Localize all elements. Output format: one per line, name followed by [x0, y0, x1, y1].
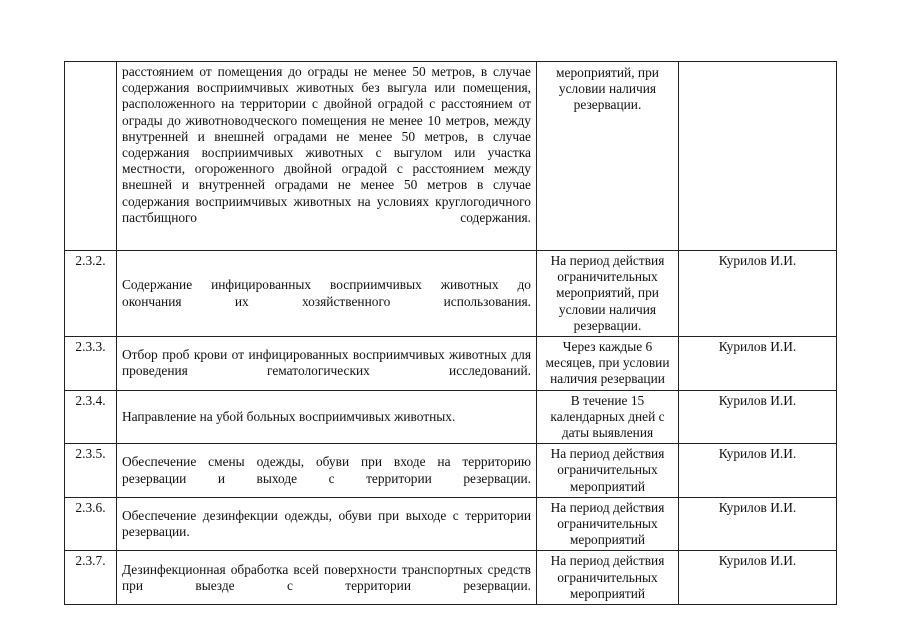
measure-term: На период действия ограничительных мероприятий	[537, 497, 679, 551]
table-row	[65, 62, 837, 251]
responsible-person: Курилов И.И.	[679, 337, 837, 391]
measure-term: На период действия ограничительных мероприятий	[537, 444, 679, 498]
responsible-person: Курилов И.И.	[679, 251, 837, 337]
measure-description: Отбор проб крови от инфицированных восприимчивых животных для проведения гематологических исследований.	[117, 337, 537, 391]
row-number: 2.3.5.	[65, 444, 117, 498]
row-number: 2.3.7.	[65, 551, 117, 605]
measure-description: Дезинфекционная обработка всей поверхности транспортных средств при выезде с территории резервации.	[117, 551, 537, 605]
responsible-person: Курилов И.И.	[679, 390, 837, 444]
responsible-person: Курилов И.И.	[679, 551, 837, 605]
responsible-person	[679, 62, 837, 251]
row-number	[65, 62, 117, 251]
responsible-person: Курилов И.И.	[679, 444, 837, 498]
row-number: 2.3.6.	[65, 497, 117, 551]
row-number: 2.3.2.	[65, 251, 117, 337]
table-row	[65, 497, 837, 551]
measure-term: мероприятий, при условии наличия резервации.	[537, 62, 679, 251]
measure-term: В течение 15 календарных дней с даты выявления	[537, 390, 679, 444]
measure-description: Обеспечение дезинфекции одежды, обуви при выходе с территории резервации.	[117, 497, 537, 551]
measure-description: Направление на убой больных восприимчивых животных.	[117, 390, 537, 444]
measure-description: расстоянием от помещения до ограды не менее 50 метров, в случае содержания восприимчивых животных без выгула или помещения, расположенного на территории с двойной оградой с расстоянием от ограды до животноводческого помещения не менее 10 метров, между внутренней и внешней оградами не менее 50 метров, в случае содержания восприимчивых животных с выгулом или участка местности, огороженного двойной оградой с расстоянием между внешней и внутренней оградами не менее 50 метров в случае содержания восприимчивых животных на условиях круглогодичного пастбищного содержания.	[117, 62, 537, 251]
measures-table	[64, 61, 837, 605]
table-row	[65, 251, 837, 337]
table-row	[65, 551, 837, 605]
table-row	[65, 390, 837, 444]
responsible-person: Курилов И.И.	[679, 497, 837, 551]
measure-description: Содержание инфицированных восприимчивых животных до окончания их хозяйственного использования.	[117, 251, 537, 337]
measure-term: На период действия ограничительных мероприятий	[537, 551, 679, 605]
table-row	[65, 337, 837, 391]
table-row	[65, 444, 837, 498]
row-number: 2.3.3.	[65, 337, 117, 391]
row-number: 2.3.4.	[65, 390, 117, 444]
measure-term: Через каждые 6 месяцев, при условии наличия резервации	[537, 337, 679, 391]
measure-description: Обеспечение смены одежды, обуви при входе на территорию резервации и выходе с территории резервации.	[117, 444, 537, 498]
measure-term: На период действия ограничительных мероприятий, при условии наличия резервации.	[537, 251, 679, 337]
